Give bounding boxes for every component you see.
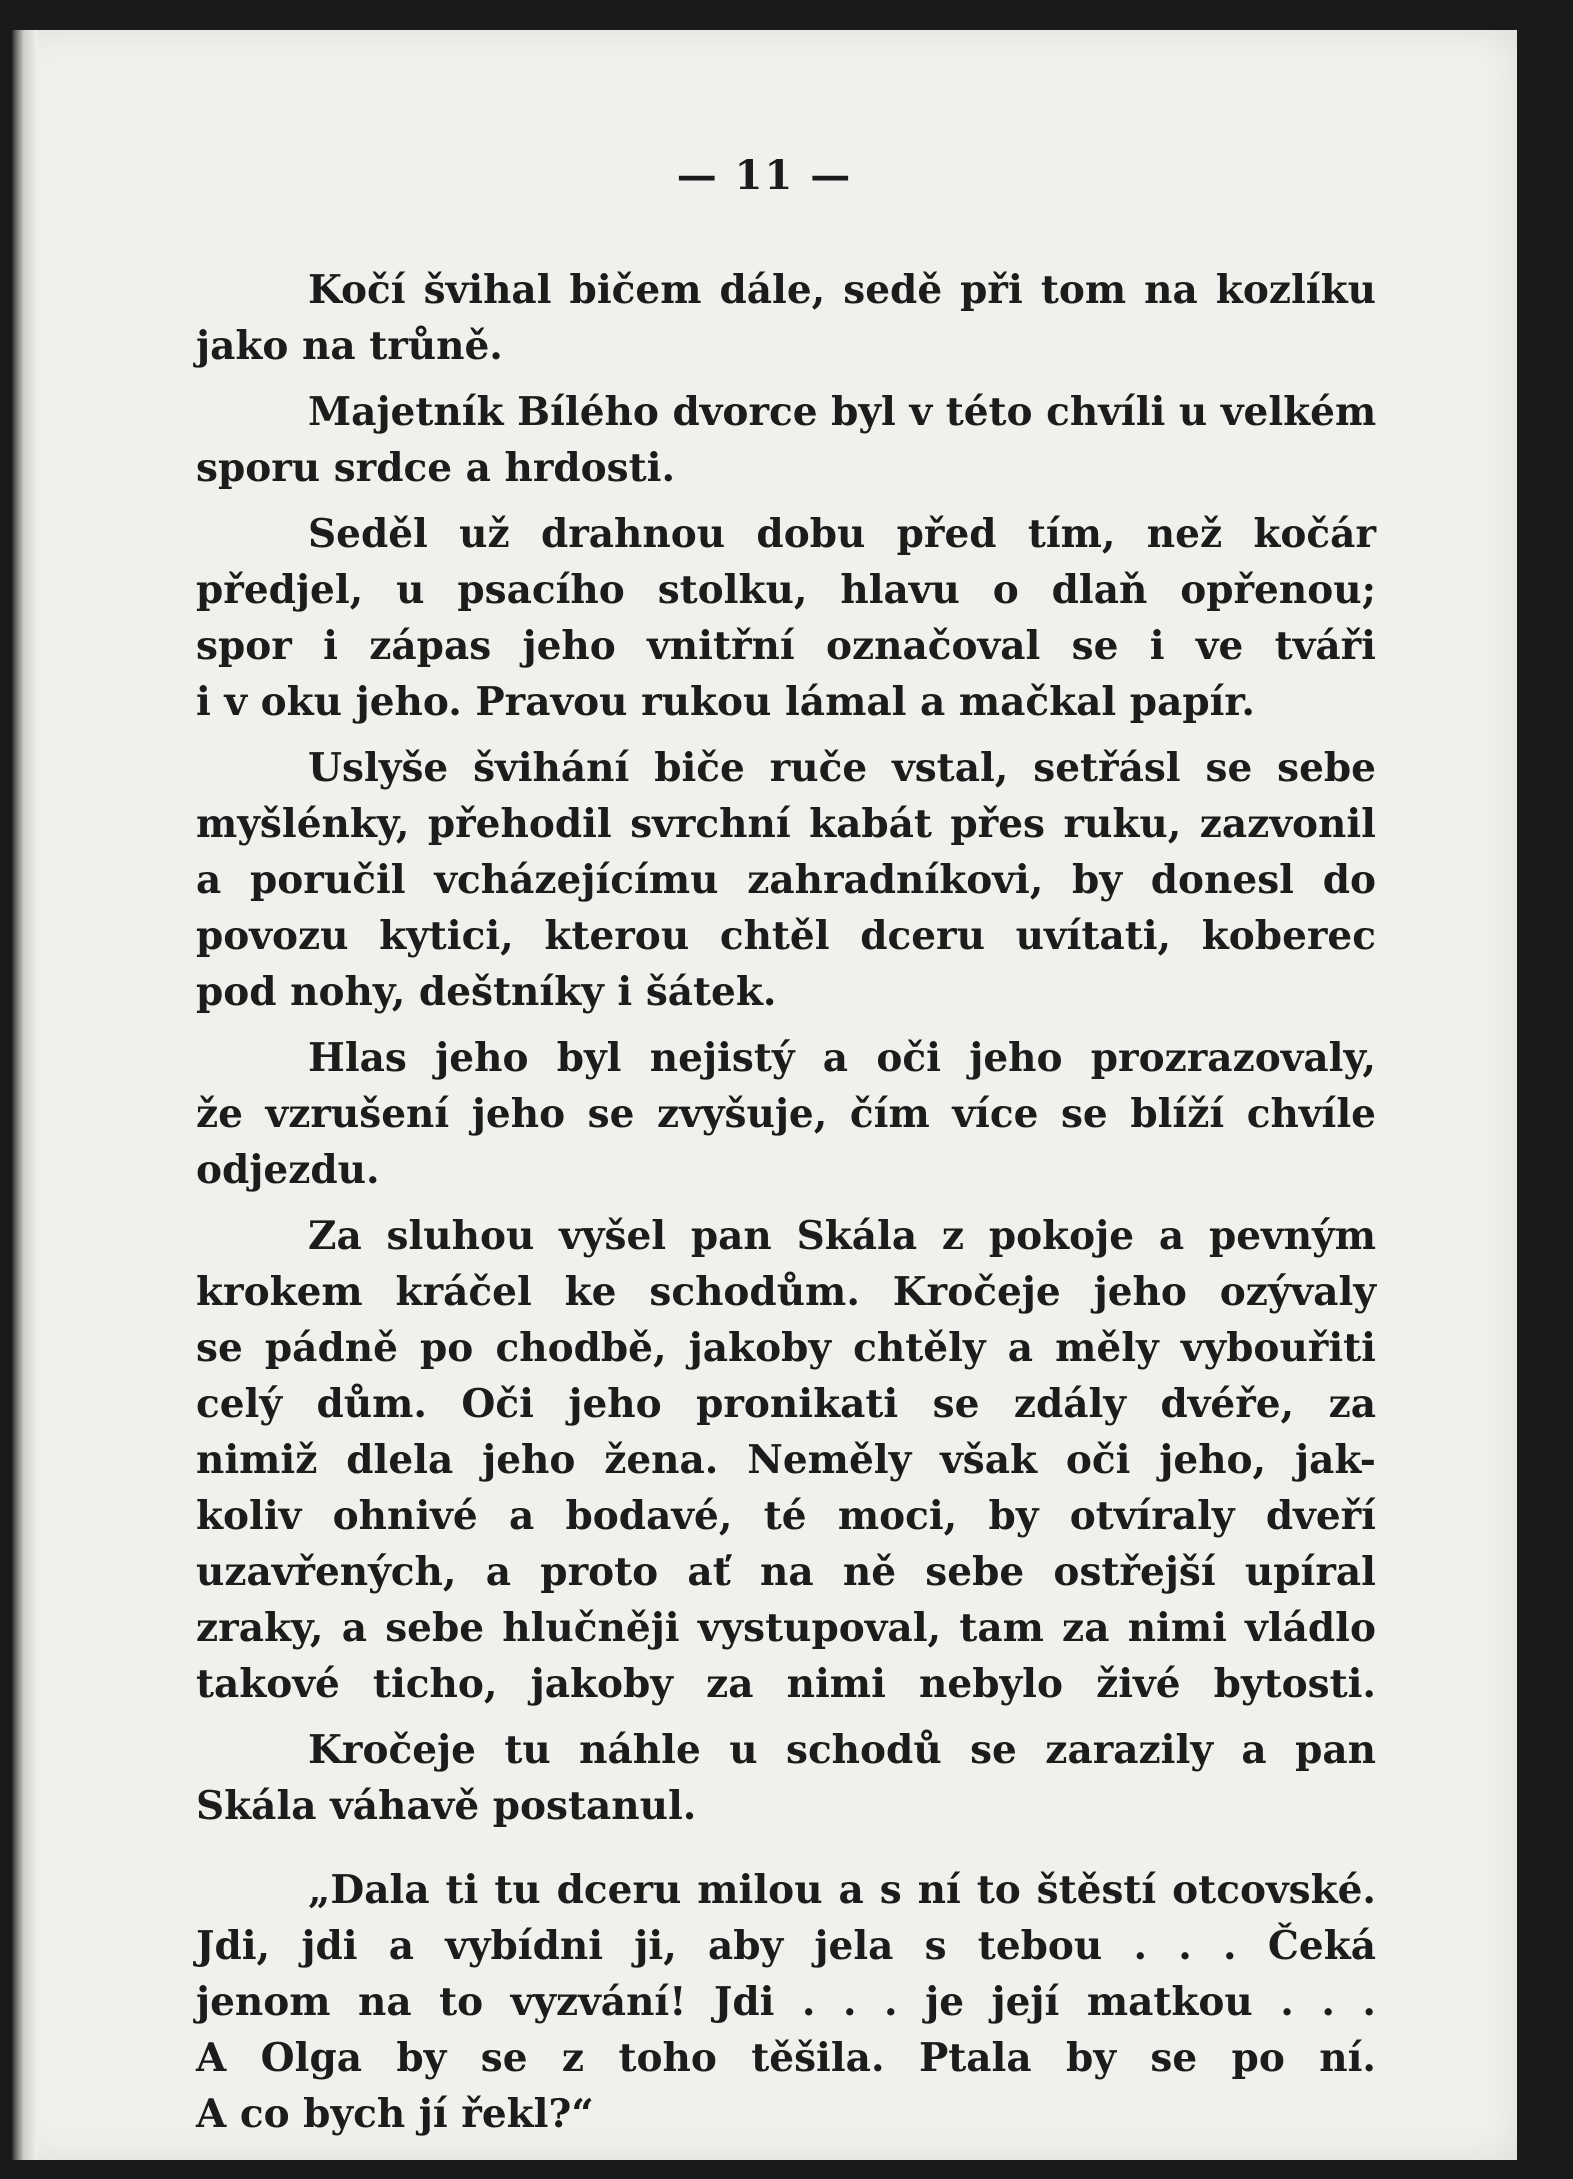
paragraph-7	[196, 1722, 1376, 1834]
text-line: uzavřených, a proto ať na ně sebe ostřejší upíral	[196, 1549, 1376, 1595]
text-line: A Olga by se z toho těšila. Ptala by se po ní.	[196, 2035, 1376, 2081]
text-body	[196, 262, 1376, 2142]
text-line: se pádně po chodbě, jakoby chtěly a měly vybouřiti	[196, 1325, 1376, 1371]
paragraph-6	[196, 1208, 1376, 1712]
text-line: i v oku jeho. Pravou rukou lámal a mačkal papír.	[196, 679, 1255, 725]
text-line: takové ticho, jakoby za nimi nebylo živé bytosti.	[196, 1661, 1376, 1707]
text-line: Kočí švihal bičem dále, sedě při tom na kozlíku	[308, 267, 1376, 313]
text-line: předjel, u psacího stolku, hlavu o dlaň opřenou;	[196, 567, 1376, 613]
text-line: krokem kráčel ke schodům. Kročeje jeho ozývaly	[196, 1269, 1376, 1315]
text-line: Majetník Bílého dvorce byl v této chvíli u velkém	[308, 389, 1377, 435]
page-number: — 11 —	[676, 152, 853, 199]
text-line: celý dům. Oči jeho pronikati se zdály dvéře, za	[196, 1381, 1376, 1427]
text-line: pod nohy, deštníky i šátek.	[196, 969, 777, 1015]
text-line: že vzrušení jeho se zvyšuje, čím více se blíží chvíle	[196, 1091, 1376, 1137]
paragraph-4	[196, 740, 1376, 1020]
text-line: „Dala ti tu dceru milou a s ní to štěstí otcovské.	[308, 1867, 1376, 1913]
paragraph-8	[196, 1862, 1376, 2142]
book-page	[12, 30, 1517, 2160]
text-line: a poručil vcházejícímu zahradníkovi, by donesl do	[196, 857, 1376, 903]
text-line: sporu srdce a hrdosti.	[196, 445, 676, 491]
text-line: odjezdu.	[196, 1147, 380, 1193]
text-line: Hlas jeho byl nejistý a oči jeho prozrazovaly,	[308, 1035, 1376, 1081]
text-line: A co bych jí řekl?“	[196, 2091, 594, 2137]
text-line: koliv ohnivé a bodavé, té moci, by otvíraly dveří	[196, 1493, 1376, 1539]
text-line: Uslyše švihání biče ruče vstal, setřásl se sebe	[308, 745, 1376, 791]
text-line: myšlénky, přehodil svrchní kabát přes ruku, zazvonil	[196, 801, 1376, 847]
paragraph-5	[196, 1030, 1376, 1198]
text-line: Kročeje tu náhle u schodů se zarazily a pan	[308, 1727, 1376, 1773]
text-line: Skála váhavě postanul.	[196, 1783, 697, 1829]
paragraph-2	[196, 384, 1376, 496]
text-line: povozu kytici, kterou chtěl dceru uvítati, koberec	[196, 913, 1376, 959]
text-line: Seděl už drahnou dobu před tím, než kočár	[308, 511, 1376, 557]
text-line: zraky, a sebe hlučněji vystupoval, tam za nimi vládlo	[196, 1605, 1376, 1651]
binding-edge	[12, 30, 38, 2160]
text-line: nimiž dlela jeho žena. Neměly však oči jeho, jak-	[196, 1437, 1376, 1483]
text-line: spor i zápas jeho vnitřní označoval se i ve tváři	[196, 623, 1376, 669]
text-line: jako na trůně.	[196, 323, 503, 369]
text-line: jenom na to vyzvání! Jdi . . . je její matkou . . .	[196, 1979, 1376, 2025]
text-line: Za sluhou vyšel pan Skála z pokoje a pevným	[308, 1213, 1376, 1259]
paragraph-1	[196, 262, 1376, 374]
paragraph-3	[196, 506, 1376, 730]
text-line: Jdi, jdi a vybídni ji, aby jela s tebou . . . Čeká	[196, 1923, 1376, 1969]
